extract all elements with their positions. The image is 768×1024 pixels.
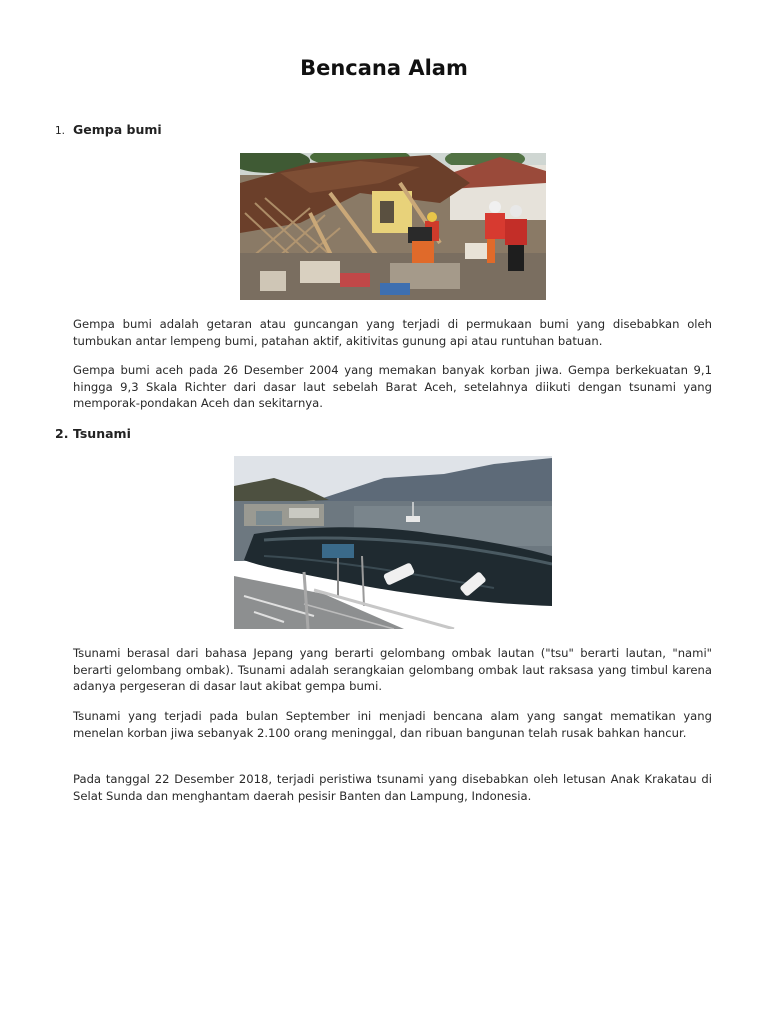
list-number: 1. [55, 125, 66, 137]
document-title: Bencana Alam [300, 56, 468, 80]
earthquake-illustration [240, 153, 546, 300]
tsunami-photo [234, 456, 552, 629]
section-heading-gempa-bumi [55, 122, 162, 137]
paragraph: Tsunami berasal dari bahasa Jepang yang berarti gelombang ombak lautan ("tsu" berarti lautan, "nami" berarti gelombang ombak). Tsunami adalah serangkaian gelombang ombak laut raksasa yang timbul karena adanya pergeseran di dasar laut akibat gempa bumi. [73, 646, 712, 693]
tsunami-illustration [234, 456, 552, 629]
paragraph: Tsunami yang terjadi pada bulan September ini menjadi bencana alam yang sangat mematikan yang menelan korban jiwa sebanyak 2.100 orang meninggal, dan ribuan bangunan telah rusak bahkan hancur. [73, 709, 712, 740]
paragraph: Gempa bumi adalah getaran atau guncangan yang terjadi di permukaan bumi yang disebabkan oleh tumbukan antar lempeng bumi, patahan aktif, akitivitas gunung api atau runtuhan batuan. [73, 317, 712, 348]
section-heading-text: Tsunami [73, 426, 131, 441]
paragraph: Pada tanggal 22 Desember 2018, terjadi peristiwa tsunami yang disebabkan oleh letusan Anak Krakatau di Selat Sunda dan menghantam daerah pesisir Banten dan Lampung, Indonesia. [73, 772, 712, 803]
earthquake-photo [240, 153, 546, 300]
list-number: 2. [55, 426, 69, 441]
section-heading-text: Gempa bumi [73, 122, 162, 137]
section-heading-tsunami [55, 426, 131, 441]
paragraph: Gempa bumi aceh pada 26 Desember 2004 yang memakan banyak korban jiwa. Gempa berkekuatan 9,1 hingga 9,3 Skala Richter dari dasar laut sebelah Barat Aceh, setelahnya diikuti dengan tsunami yang memporak-pondakan Aceh dan sekitarnya. [73, 363, 712, 410]
